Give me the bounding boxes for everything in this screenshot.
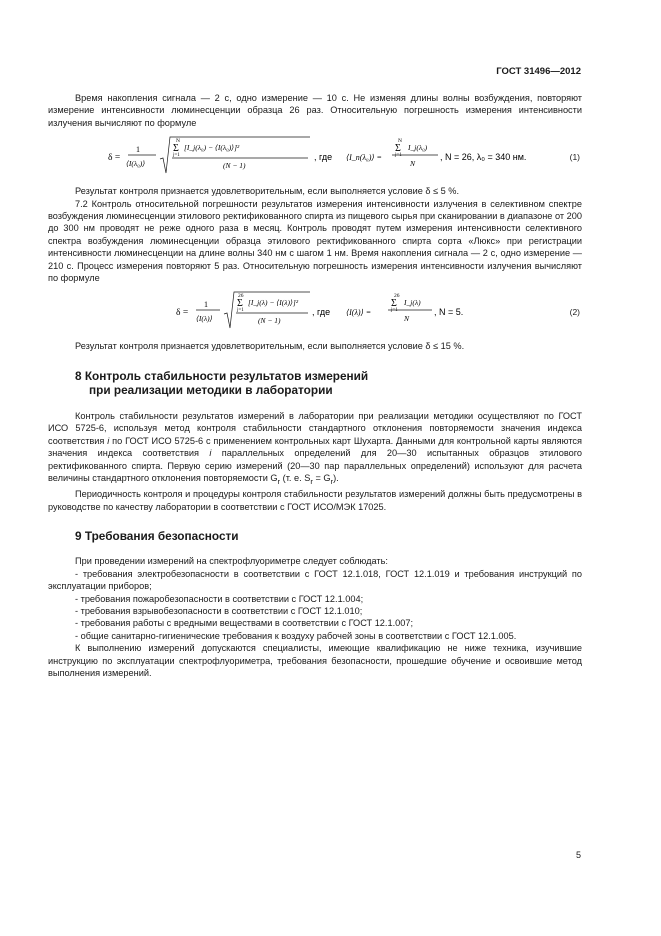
section-9-item-2: - требования пожаробезопасности в соответствии с ГОСТ 12.1.004;	[75, 593, 364, 604]
section-8-title-line1: 8 Контроль стабильности результатов измерений	[75, 368, 369, 383]
formula-1-lhs: δ =	[108, 153, 121, 164]
document-code: ГОСТ 31496—2012	[496, 66, 581, 77]
formula-2-numerator2: I_j(λ)	[404, 298, 421, 308]
formula-1-numerator2: I_j(λ₀)	[408, 143, 428, 153]
formula-1-sigma: Σ	[173, 143, 179, 155]
formula-1-graphic	[48, 133, 582, 179]
s8p1-e: = G	[312, 472, 331, 483]
formula-1-denominator: (N − 1)	[223, 161, 246, 171]
formula-2-where: , где	[312, 307, 331, 318]
section-9-final: К выполнению измерений допускаются специалисты, имеющие квалификацию не ниже техника, изучившие инструкцию по эксплуатации спектрофлуориметра, требования безопасности, прошедшие обучение и освоившие метод выполнения измерений.	[48, 643, 582, 679]
formula-2-mean: ⟨I(λ)⟩	[196, 314, 213, 324]
formula-2-sum2-top: 26	[394, 293, 400, 300]
section-9-item-4: - требования работы с вредными веществами в соответствии с ГОСТ 12.1.007;	[75, 618, 414, 629]
s8p1-d: (т. е. S	[280, 472, 311, 483]
formula-2-sum2-bot: j=1	[391, 308, 398, 314]
formula-1-numerator: [I_j(λ₀) − ⟨I(λ₀)⟩]²	[184, 143, 240, 153]
formula-2-number: (2)	[569, 307, 580, 318]
formula-2-one: 1	[204, 300, 208, 310]
paragraph-result-2: Результат контроля признается удовлетворительным, если выполняется условие δ ≤ 15 %.	[75, 341, 465, 352]
formula-1-sum2-bot: j=1	[395, 153, 402, 159]
s8p1-sub2: r	[310, 476, 313, 486]
s8p1-b: по ГОСТ ИСО 5725-6 с применением контрольных карт Шухарта. Данными для контрольной карты являются значения индекса соответствия	[48, 435, 582, 459]
formula-1-sum-bot: j=1	[173, 153, 180, 159]
paragraph-result-1: Результат контроля признается удовлетворительным, если выполняется условие δ ≤ 5 %.	[75, 186, 460, 197]
formula-1-sigma2: Σ	[395, 143, 401, 155]
section-8-heading	[75, 369, 582, 398]
s8p1-a: Контроль стабильности результатов измерений в лаборатории при реализации методики осуществляют по ГОСТ ИСО 5725-6, используя метод контроля стабильности стандартного отклонения повторяемости значения индекса соответствия	[48, 410, 582, 446]
s8p1-c: параллельных определений для 20—30 испытанных образцов этилового ректификованного спирта. Первую серию измерений (20—30 пар параллельных определений) используют для расчета величины стандартного отклонения повторяемости G	[48, 448, 582, 483]
section-9-heading: 9 Требования безопасности	[75, 528, 239, 543]
formula-2-params: , N = 5.	[434, 307, 464, 318]
paragraph-signal-time: Время накопления сигнала — 2 с, одно измерение — 10 с. Не изменяя длины волны возбуждения, повторяют измерение интенсивности люминесценции образца 26 раз. Относительную погрешность измерения интенсивности излучения вычисляют по формуле	[48, 93, 582, 128]
section-8-paragraph-1	[48, 410, 582, 488]
section-8-title-line2: при реализации методики в лаборатории	[89, 383, 333, 398]
s8p1-sub3: r	[330, 476, 334, 486]
formula-2-sum-top: 26	[238, 293, 244, 300]
formula-1-mean: ⟨I(λ₀)⟩	[126, 159, 146, 169]
formula-2-sigma: Σ	[237, 298, 243, 310]
formula-1-sum2-top: N	[398, 138, 402, 145]
formula-1-mean2: ⟨I_n(λ₀)⟩ =	[346, 153, 382, 163]
formula-2-sum-bot: j=1	[237, 308, 244, 314]
formula-2-sigma2: Σ	[391, 298, 397, 310]
page-number: 5	[575, 850, 581, 860]
s8p1-i1: i	[107, 435, 110, 446]
formula-1-denominator2: N	[410, 159, 416, 169]
formula-1	[48, 133, 582, 179]
formula-2-lhs: δ =	[176, 308, 189, 319]
formula-2	[48, 288, 582, 334]
formula-1-one: 1	[136, 145, 140, 155]
page-content	[48, 92, 582, 680]
section-9-intro: При проведении измерений на спектрофлуориметре следует соблюдать:	[75, 556, 388, 567]
formula-2-numerator: [I_j(λ) − ⟨I(λ)⟩]²	[248, 298, 299, 308]
section-9-item-5: - общие санитарно-гигиенические требования к воздуху рабочей зоны в соответствии с ГОСТ 12.1.005.	[75, 630, 517, 641]
s8p1-sub1: r	[277, 476, 281, 486]
s8p1-i2: i	[209, 448, 212, 459]
formula-2-denominator2: N	[404, 314, 410, 324]
paragraph-7-2: 7.2 Контроль относительной погрешности результатов измерения интенсивности излучения в селективном спектре возбуждения люминесценции этилового ректификованного спирта из пищевого сырья при сканировании в диапазоне от 200 до 300 нм проводят не реже одного раза в месяц. Контроль проводят путем измерения интенсивности селективного спектра возбуждения люминесценции образца этилового ректификованного спирта сорта «Люкс» при регистрации интенсивности люминесценции на длине волны 340 нм с шагом 1 нм. Время накопления сигнала — 2 с, одно измерение — 210 с. Процесс измерения повторяют 5 раз. Относительную погрешность измерения интенсивности излучения вычисляют по формуле	[48, 198, 582, 284]
formula-2-mean2: ⟨I(λ)⟩ =	[346, 308, 372, 318]
formula-2-graphic	[48, 288, 582, 334]
formula-1-sum-top: N	[176, 138, 180, 145]
formula-2-denominator: (N − 1)	[258, 316, 281, 326]
formula-1-number: (1)	[569, 152, 580, 163]
section-9-item-3: - требования взрывобезопасности в соответствии с ГОСТ 12.1.010;	[75, 606, 363, 617]
formula-1-where: , где	[314, 152, 333, 163]
section-8-paragraph-2: Периодичность контроля и процедуры контроля стабильности результатов измерений должны быть предусмотрены в руководстве по качеству лаборатории в соответствии с ГОСТ ИСО/МЭК 17025.	[48, 489, 582, 512]
section-9-item-1: - требования электробезопасности в соответствии с ГОСТ 12.1.018, ГОСТ 12.1.019 и требования инструкций по эксплуатации приборов;	[48, 568, 582, 592]
s8p1-f: ).	[333, 472, 339, 483]
formula-1-params: , N = 26, λ₀ = 340 нм.	[440, 152, 527, 163]
